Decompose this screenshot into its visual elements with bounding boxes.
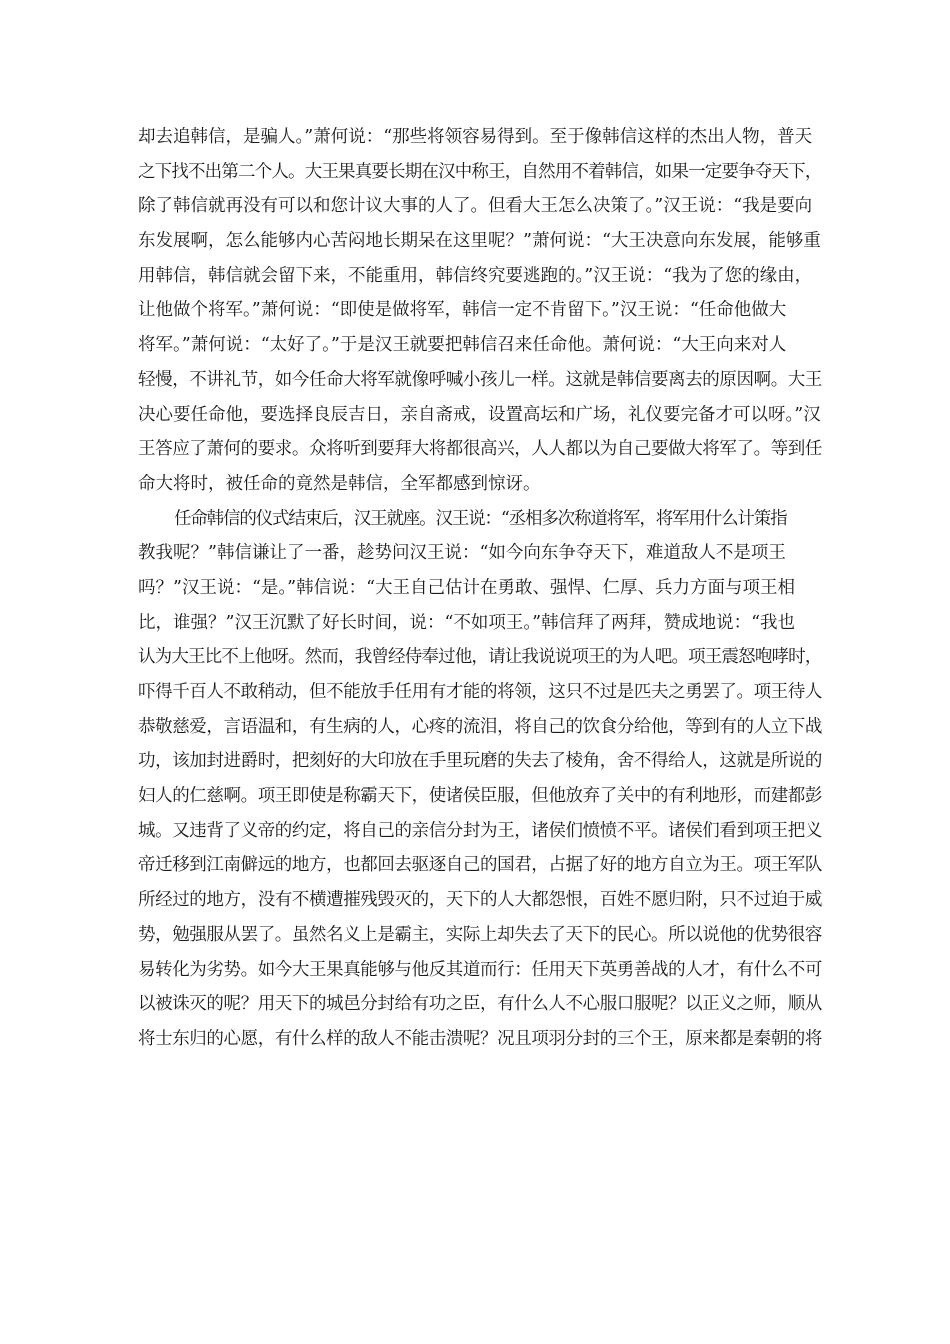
text-line: 吓得千百人不敢稍动，但不能放手任用有才能的将领，这只不过是匹夫之勇罢了。项王待人 (138, 682, 822, 702)
paragraph-1 (138, 120, 822, 502)
text-line: 势，勉强服从罢了。虽然名义上是霸主，实际上却失去了天下的民心。所以说他的优势很容 (138, 924, 822, 945)
text-line: 决心要任命他，要选择良辰吉日，亲自斋戒，设置高坛和广场，礼仪要完备才可以呀。”汉 (138, 404, 821, 425)
text-line: 妇人的仁慈啊。项王即使是称霸天下，使诸侯臣服，但他放弃了关中的有利地形，而建都彭 (138, 786, 822, 807)
text-line: 用韩信，韩信就会留下来，不能重用，韩信终究要逃跑的。”汉王说：“我为了您的缘由， (138, 265, 813, 286)
text-line: 将军。”萧何说：“太好了。”于是汉王就要把韩信召来任命他。萧何说：“大王向来对人 (138, 335, 787, 356)
text-line: 城。又违背了义帝的约定，将自己的亲信分封为王，诸侯们愤愤不平。诸侯们看到项王把义 (138, 820, 822, 841)
text-line: 功，该加封进爵时，把刻好的大印放在手里玩磨的失去了棱角，舍不得给人，这就是所说的 (138, 751, 822, 772)
text-line: 除了韩信就再没有可以和您计议大事的人了。但看大王怎么决策了。”汉王说：“我是要向 (138, 196, 813, 217)
text-line: 之下找不出第二个人。大王果真要长期在汉中称王，自然用不着韩信，如果一定要争夺天下， (138, 161, 822, 182)
text-line: 比，谁强？”汉王沉默了好长时间，说：“不如项王。”韩信拜了两拜，赞成地说：“我也 (138, 612, 796, 633)
text-line: 王答应了萧何的要求。众将听到要拜大将都很高兴，人人都以为自己要做大将军了。等到任 (138, 439, 822, 460)
text-line: 却去追韩信，是骗人。”萧何说：“那些将领容易得到。至于像韩信这样的杰出人物，普天 (138, 127, 813, 147)
text-line: 命大将时，被任命的竟然是韩信，全军都感到惊讶。 (138, 473, 541, 494)
document-body (138, 120, 822, 1057)
text-line: 任命韩信的仪式结束后，汉王就座。汉王说：“丞相多次称道将军，将军用什么计策指 (174, 508, 787, 529)
paragraph-2 (138, 502, 822, 1057)
text-line: 恭敬慈爱，言语温和，有生病的人，心疼的流泪，将自己的饮食分给他，等到有的人立下战 (138, 716, 822, 737)
text-line: 帝迁移到江南僻远的地方，也都回去驱逐自己的国君，占据了好的地方自立为王。项王军队 (138, 855, 822, 876)
text-line: 以被诛灭的呢？用天下的城邑分封给有功之臣，有什么人不心服口服呢？以正义之师，顺从 (138, 994, 822, 1015)
text-line: 所经过的地方，没有不横遭摧残毁灭的，天下的人大都怨恨，百姓不愿归附，只不过迫于威 (138, 890, 822, 911)
text-line: 易转化为劣势。如今大王果真能够与他反其道而行：任用天下英勇善战的人才，有什么不可 (138, 959, 822, 980)
text-line: 吗？”汉王说：“是。”韩信说：“大王自己估计在勇敢、强悍、仁厚、兵力方面与项王相 (138, 577, 796, 598)
text-line: 东发展啊，怎么能够内心苦闷地长期呆在这里呢？”萧何说：“大王决意向东发展，能够重 (138, 231, 821, 252)
text-line: 轻慢，不讲礼节，如今任命大将军就像呼喊小孩儿一样。这就是韩信要离去的原因啊。大王 (138, 369, 822, 390)
text-line: 认为大王比不上他呀。然而，我曾经侍奉过他，请让我说说项王的为人吧。项王震怒咆哮时， (138, 647, 822, 668)
text-line: 让他做个将军。”萧何说：“即使是做将军，韩信一定不肯留下。”汉王说：“任命他做大 (138, 300, 787, 321)
text-line: 将士东归的心愿，有什么样的敌人不能击溃呢？况且项羽分封的三个王，原来都是秦朝的将 (138, 1028, 822, 1049)
text-line: 教我呢？”韩信谦让了一番，趁势问汉王说：“如今向东争夺天下，难道敌人不是项王 (138, 543, 786, 564)
